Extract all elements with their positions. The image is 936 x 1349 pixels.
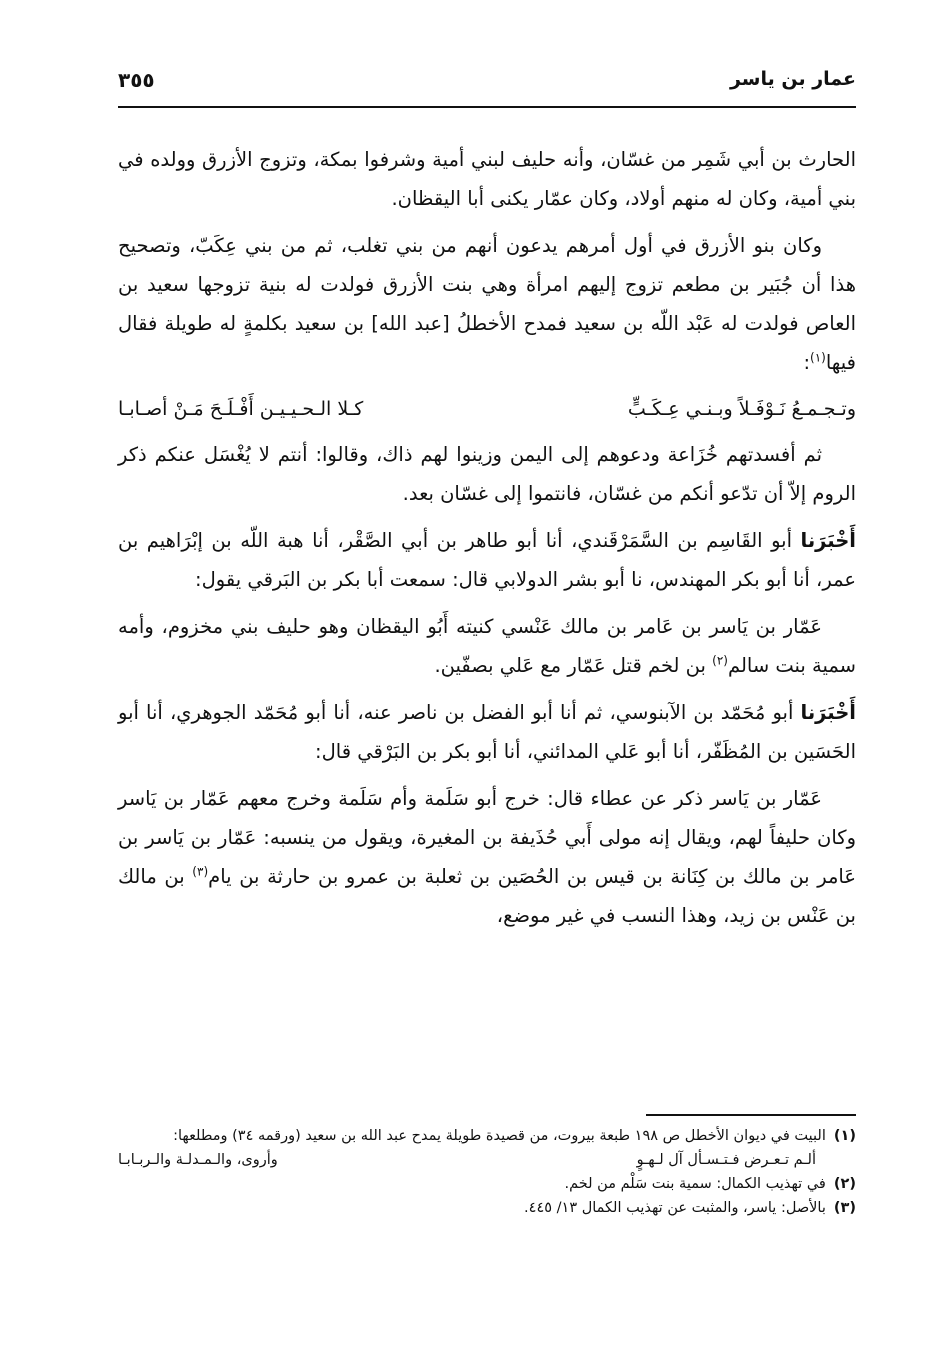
footnote-2-number: (٢): [833, 1176, 856, 1192]
paragraph-4-text: أبو القَاسِم بن السَّمَرْقَندي، أنا أبو طاهر بن أبي الصَّقْر، أنا هبة اللّه بن إبْرَاهيم بن عمر، أنا أبو بكر المهندس، نا أبو بشر الدولابي قال: سمعت أبا بكر بن البَرقي يقول:: [118, 529, 856, 591]
footnote-verse-second: وأروى، والـمـدلـة والـربـابـا: [118, 1152, 278, 1168]
footnote-verse-first: ألـم تـعـرض فـتـسـأل آل لـهـوٍ: [636, 1152, 816, 1168]
footnotes: [118, 1124, 856, 1220]
paragraph-4: [118, 521, 856, 599]
footnote-1-number: (١): [833, 1128, 856, 1144]
isnad-lead-word: أَخْبَرَنا: [800, 529, 856, 552]
page-header: [118, 62, 856, 108]
paragraph-5-end: بن لخم قتل عَمّار مع عَلي بصفّين.: [434, 654, 713, 677]
paragraph-7: [118, 779, 856, 935]
running-title: عمار بن ياسر: [729, 68, 856, 90]
footnote-1-verse: [118, 1148, 856, 1172]
poem-verse: [118, 390, 856, 429]
footnote-ref-2[interactable]: (٢): [712, 653, 728, 668]
main-text: [118, 140, 856, 943]
footnote-1: [118, 1124, 856, 1148]
paragraph-2-text: وكان بنو الأزرق في أول أمرهم يدعون أنهم من بني تغلب، ثم من بني عِكَبّ، وتصحيح هذا أن جُبَير بن مطعم تزوج إليهم امرأة وهي بنت الأزرق فولدت له بنية تزوجها سعيد بن العاص فولدت له عَبْد اللّه بن سعيد فمدح الأخطلُ [عبد الله] بن سعيد بكلمةٍ له طويلة فقال فيها: [118, 234, 856, 374]
paragraph-6: [118, 693, 856, 771]
verse-second-hemistich: كـلا الـحـيـيـن أَفْـلَـحَ مَـنْ أصـابـا: [118, 398, 364, 420]
footnote-ref-1[interactable]: (١): [810, 350, 826, 365]
verse-first-hemistich: وتـجـمـعُ نَـوْفَـلاً وبـنـي عِـكَـبٍّ: [627, 398, 856, 420]
paragraph-5-text: عَمّار بن يَاسر بن عَامر بن مالك عَنْسي كنيته أَبُو اليقظان وهو حليف بني مخزوم، وأمه سمية بنت سالم: [118, 615, 856, 677]
paragraph-1: الحارث بن أبي شَمِر من غسّان، وأنه حليف لبني أمية وشرفوا بمكة، وتزوج الأزرق وولده في بني أمية، وكان له منهم أولاد، وكان عمّار يكنى أبا اليقظان.: [118, 148, 856, 210]
paragraph-3: ثم أفسدتهم خُزَاعة ودعوهم إلى اليمن وزينوا لهم ذاك، وقالوا: أنتم لا يُغْسَل عنكم ذكر الروم إلاّ أن تدّعو أنكم من غسّان، فانتموا إلى غسّان بعد.: [118, 443, 856, 505]
footnote-separator: [646, 1114, 856, 1116]
paragraph-2-end: :: [803, 351, 811, 374]
isnad-lead-word: أَخْبَرَنا: [800, 701, 856, 724]
footnote-3-number: (٣): [833, 1200, 856, 1216]
paragraph-7-text: عَمّار بن يَاسر ذكر عن عطاء قال: خرج أبو سَلَمة وأم سَلَمة وخرج معهم عَمّار بن يَاسر وكان حليفاً لهم، ويقال إنه مولى أَبي حُذَيفة بن المغيرة، ويقول من ينسبه: عَمّار بن يَاسر بن عَامر بن مالك بن كِنَانة بن قيس بن الحُصَين بن ثعلبة بن عمرو بن حارثة بن يام: [118, 787, 856, 888]
paragraph-5: [118, 607, 856, 685]
footnote-1-text: البيت في ديوان الأخطل ص ١٩٨ طبعة بيروت، من قصيدة طويلة يمدح عبد الله بن سعيد (ورقمه ٣٤) ومطلعها:: [173, 1128, 826, 1144]
footnote-3: [118, 1196, 856, 1220]
footnote-ref-3[interactable]: (٣): [192, 864, 209, 879]
footnote-2-text: في تهذيب الكمال: سمية بنت سَلْم من لخم.: [564, 1176, 826, 1192]
paragraph-2: [118, 226, 856, 382]
footnote-3-text: بالأصل: ياسر، والمثبت عن تهذيب الكمال ١٣/ ٤٤٥.: [524, 1200, 826, 1216]
footnote-2: [118, 1172, 856, 1196]
paragraph-7-end: بن مالك بن عَنْس بن زيد، وهذا النسب في غير موضع،: [118, 865, 856, 927]
page-number: ٣٥٥: [118, 68, 155, 92]
paragraph-6-text: أبو مُحَمّد بن الآبنوسي، ثم أنا أبو الفضل بن ناصر عنه، أنا أبو مُحَمّد الجوهري، أنا أبو الحَسَين بن المُظَفّر، أنا أبو عَلي المدائني، أنا أبو بكر بن البَرْقي قال:: [118, 701, 856, 763]
